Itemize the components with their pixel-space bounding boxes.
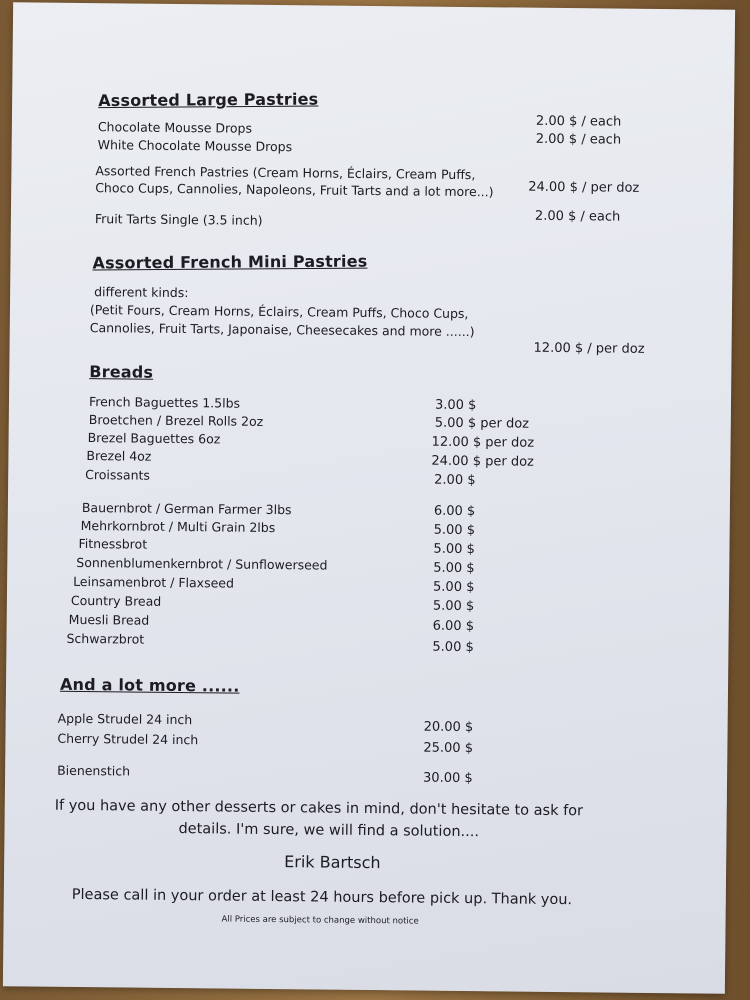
mini-kinds-line: (Petit Fours, Cream Horns, Éclairs, Cream Puffs, Choco Cups, (89, 302, 469, 322)
signature: Erik Bartsch (284, 852, 381, 873)
bread-name: French Baguettes 1.5lbs (88, 394, 241, 411)
more-item-name: Bienenstich (57, 762, 131, 779)
bread-price: 5.00 $ (432, 639, 474, 656)
bread-name: Brezel Baguettes 6oz (87, 430, 221, 447)
more-item-price: 25.00 $ (423, 740, 474, 757)
price-disclaimer: All Prices are subject to change without notice (221, 914, 419, 927)
item-price: 2.00 $ / each (535, 113, 622, 130)
bread-price: 5.00 $ (433, 560, 475, 577)
bread-price: 5.00 $ (433, 522, 476, 539)
bread-name: Fitnessbrot (78, 535, 148, 552)
bread-price: 24.00 $ per doz (431, 453, 534, 470)
bread-name: Croissants (85, 467, 151, 483)
bread-name: Country Bread (70, 592, 162, 609)
closing-paragraph-line: If you have any other desserts or cakes in mind, don't hesitate to ask for (54, 797, 584, 820)
section-title-more: And a lot more ...... (59, 674, 240, 696)
item-price: 24.00 $ / per doz (528, 179, 640, 196)
item-price: 2.00 $ / each (534, 208, 621, 225)
item-price: 2.00 $ / each (535, 131, 622, 148)
section-title-mini-pastries: Assorted French Mini Pastries (92, 251, 368, 273)
more-item-price: 20.00 $ (423, 719, 474, 736)
bread-name: Schwarzbrot (66, 630, 145, 647)
item-name: White Chocolate Mousse Drops (97, 137, 293, 155)
menu-sheet (3, 2, 735, 994)
bread-name: Brezel 4oz (86, 448, 152, 464)
bread-price: 5.00 $ (433, 541, 475, 558)
order-note: Please call in your order at least 24 hours before pick up. Thank you. (71, 886, 573, 909)
item-name-line: Assorted French Pastries (Cream Horns, Éclairs, Cream Puffs, (95, 163, 476, 183)
bread-price: 5.00 $ (432, 579, 475, 596)
bread-name: Bauernbrot / German Farmer 3lbs (81, 499, 292, 518)
mini-intro: different kinds: (94, 284, 189, 301)
bread-price: 6.00 $ (433, 503, 476, 520)
bread-name: Sonnenblumenkernbrot / Sunflowerseed (76, 554, 328, 573)
closing-paragraph-line: details. I'm sure, we will find a solution.... (178, 821, 480, 841)
section-title-breads: Breads (89, 362, 154, 382)
mini-kinds-line: Cannolies, Fruit Tarts, Japonaise, Cheesecakes and more ......) (89, 320, 475, 340)
bread-price: 5.00 $ (432, 598, 475, 615)
bread-name: Leinsamenbrot / Flaxseed (73, 573, 235, 591)
bread-name: Muesli Bread (68, 611, 150, 628)
item-name: Chocolate Mousse Drops (97, 119, 253, 136)
more-item-name: Apple Strudel 24 inch (57, 710, 193, 728)
bread-price: 3.00 $ (434, 397, 477, 414)
bread-price: 6.00 $ (432, 618, 475, 635)
item-name: Fruit Tarts Single (3.5 inch) (94, 211, 263, 228)
item-name-line: Choco Cups, Cannolies, Napoleons, Fruit Tarts and a lot more...) (95, 180, 494, 200)
bread-price: 12.00 $ per doz (431, 434, 535, 451)
more-item-price: 30.00 $ (422, 770, 473, 787)
more-item-name: Cherry Strudel 24 inch (57, 730, 199, 748)
item-price: 12.00 $ / per doz (533, 340, 645, 357)
bread-price: 2.00 $ (434, 472, 476, 489)
bread-name: Mehrkornbrot / Multi Grain 2lbs (80, 517, 276, 536)
section-title-large-pastries: Assorted Large Pastries (98, 89, 319, 111)
bread-price: 5.00 $ per doz (434, 415, 530, 432)
bread-name: Broetchen / Brezel Rolls 2oz (88, 412, 264, 429)
